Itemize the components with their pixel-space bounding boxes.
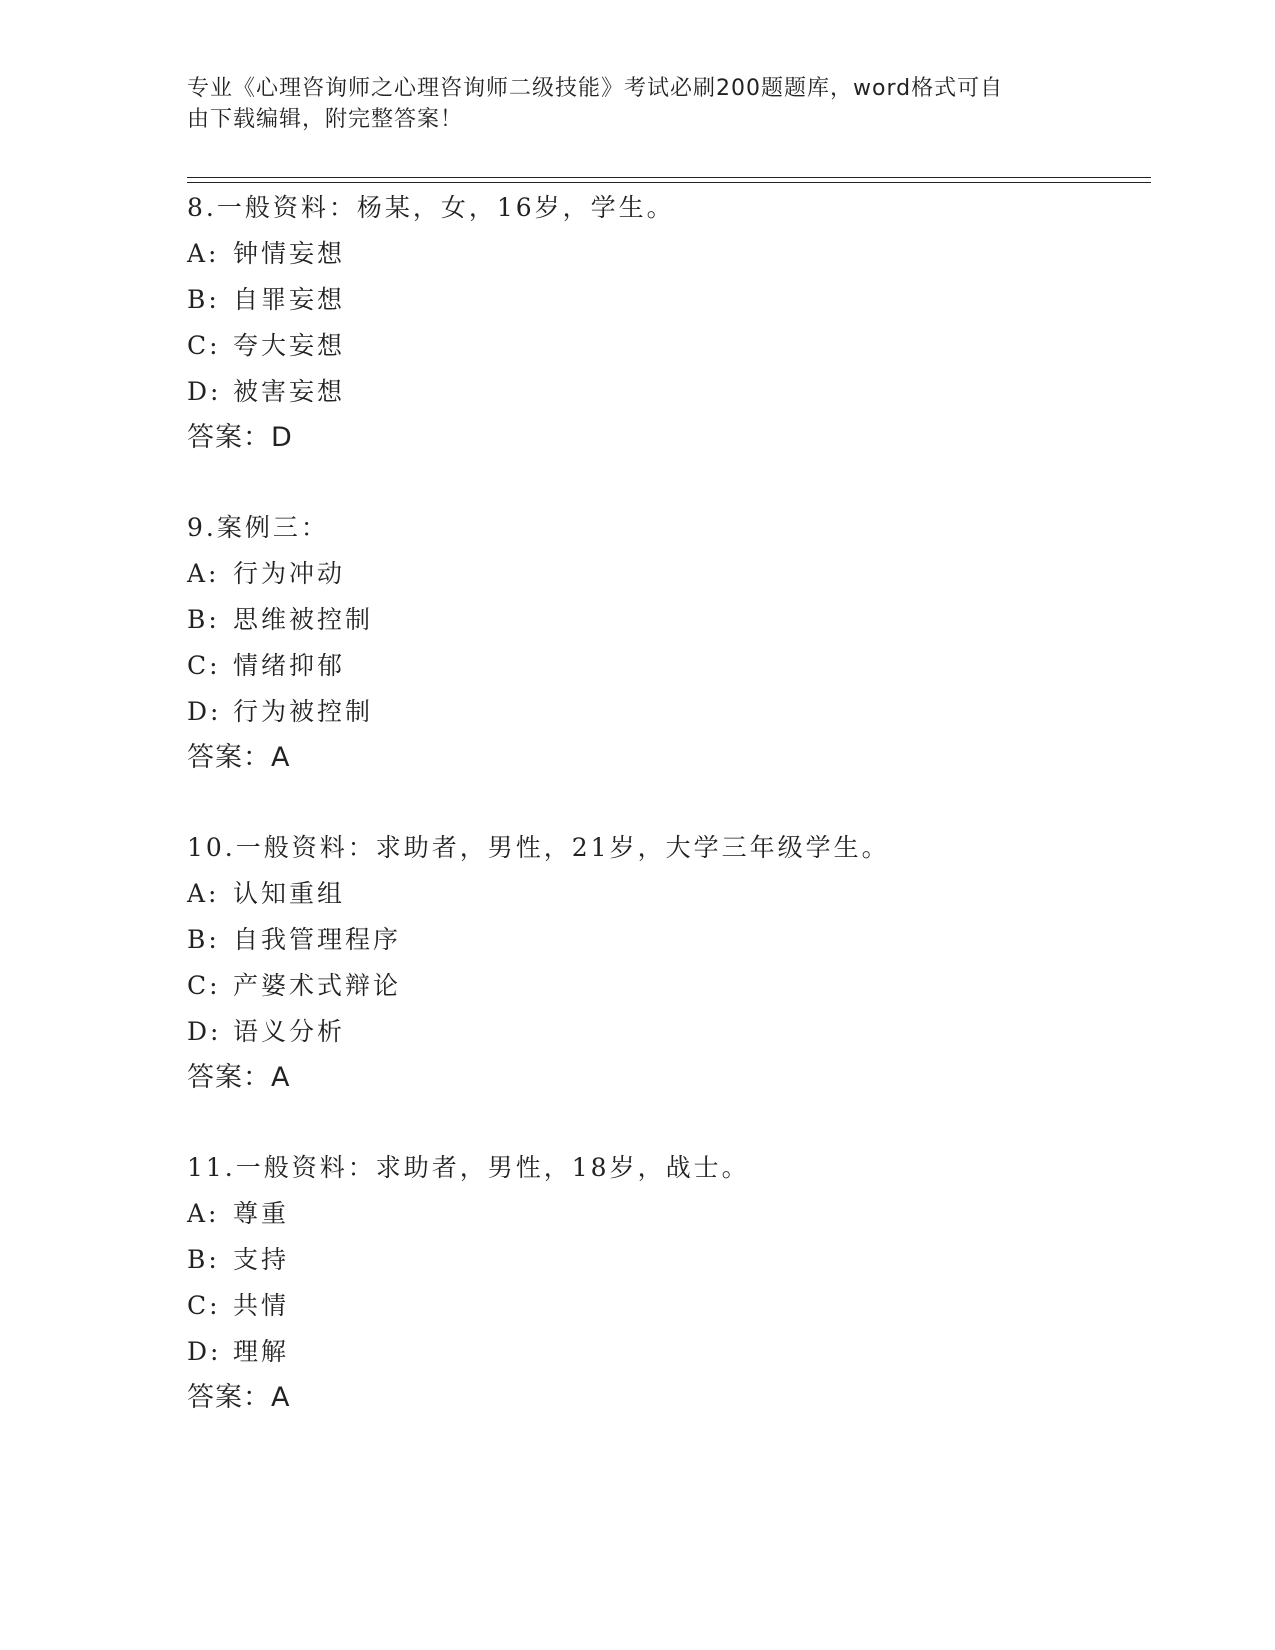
question-title: 8.一般资料：杨某，女，16岁，学生。: [187, 193, 675, 222]
option-text: 自我管理程序: [233, 925, 402, 954]
option-a: [187, 1191, 1187, 1237]
option-key: D:: [187, 1017, 222, 1046]
option-text: 被害妄想: [233, 377, 346, 406]
option-key: A:: [187, 239, 220, 268]
option-text: 理解: [233, 1337, 290, 1366]
header-divider-bottom: [187, 182, 1151, 183]
option-key: B:: [187, 285, 220, 314]
option-key: A:: [187, 1199, 220, 1228]
answer-line: 答案：A: [187, 1062, 291, 1093]
header-line-2: 由下载编辑，附完整答案！: [187, 107, 464, 132]
option-text: 自罪妄想: [233, 285, 346, 314]
option-key: B:: [187, 1245, 220, 1274]
option-text: 认知重组: [233, 879, 346, 908]
option-key: D:: [187, 697, 222, 726]
option-text: 共情: [233, 1291, 290, 1320]
option-d: [187, 1329, 1187, 1375]
option-text: 夸大妄想: [233, 331, 346, 360]
option-key: C:: [187, 651, 221, 680]
option-text: 行为冲动: [233, 559, 346, 588]
question-block: [187, 505, 1187, 781]
question-block: [187, 185, 1187, 461]
option-b: [187, 917, 1187, 963]
answer-line: 答案：A: [187, 742, 291, 773]
option-key: C:: [187, 971, 221, 1000]
option-key: C:: [187, 331, 221, 360]
option-text: 思维被控制: [233, 605, 374, 634]
option-key: A:: [187, 879, 220, 908]
header-line-1: 专业《心理咨询师之心理咨询师二级技能》考试必刷200题题库，word格式可自: [187, 76, 1004, 101]
question-block: [187, 825, 1187, 1101]
answer-line: 答案：A: [187, 1382, 291, 1413]
option-c: [187, 643, 1187, 689]
option-text: 钟情妄想: [233, 239, 346, 268]
option-key: D:: [187, 1337, 222, 1366]
question-title: 9.案例三：: [187, 513, 329, 542]
question-title: 10.一般资料：求助者，男性，21岁，大学三年级学生。: [187, 833, 890, 862]
document-header: [187, 73, 1067, 135]
header-divider-top: [187, 177, 1151, 178]
option-a: [187, 871, 1187, 917]
option-key: C:: [187, 1291, 221, 1320]
option-c: [187, 963, 1187, 1009]
option-b: [187, 597, 1187, 643]
option-d: [187, 369, 1187, 415]
option-a: [187, 231, 1187, 277]
option-c: [187, 1283, 1187, 1329]
option-text: 语义分析: [233, 1017, 346, 1046]
option-text: 行为被控制: [233, 697, 374, 726]
option-c: [187, 323, 1187, 369]
option-text: 支持: [233, 1245, 290, 1274]
option-a: [187, 551, 1187, 597]
option-key: D:: [187, 377, 222, 406]
option-d: [187, 689, 1187, 735]
option-d: [187, 1009, 1187, 1055]
answer-line: 答案：D: [187, 422, 293, 453]
option-b: [187, 277, 1187, 323]
option-b: [187, 1237, 1187, 1283]
option-text: 产婆术式辩论: [233, 971, 402, 1000]
option-key: B:: [187, 925, 220, 954]
option-text: 情绪抑郁: [233, 651, 346, 680]
option-key: B:: [187, 605, 220, 634]
question-title: 11.一般资料：求助者，男性，18岁，战士。: [187, 1153, 750, 1182]
question-block: [187, 1145, 1187, 1421]
option-text: 尊重: [233, 1199, 290, 1228]
option-key: A:: [187, 559, 220, 588]
